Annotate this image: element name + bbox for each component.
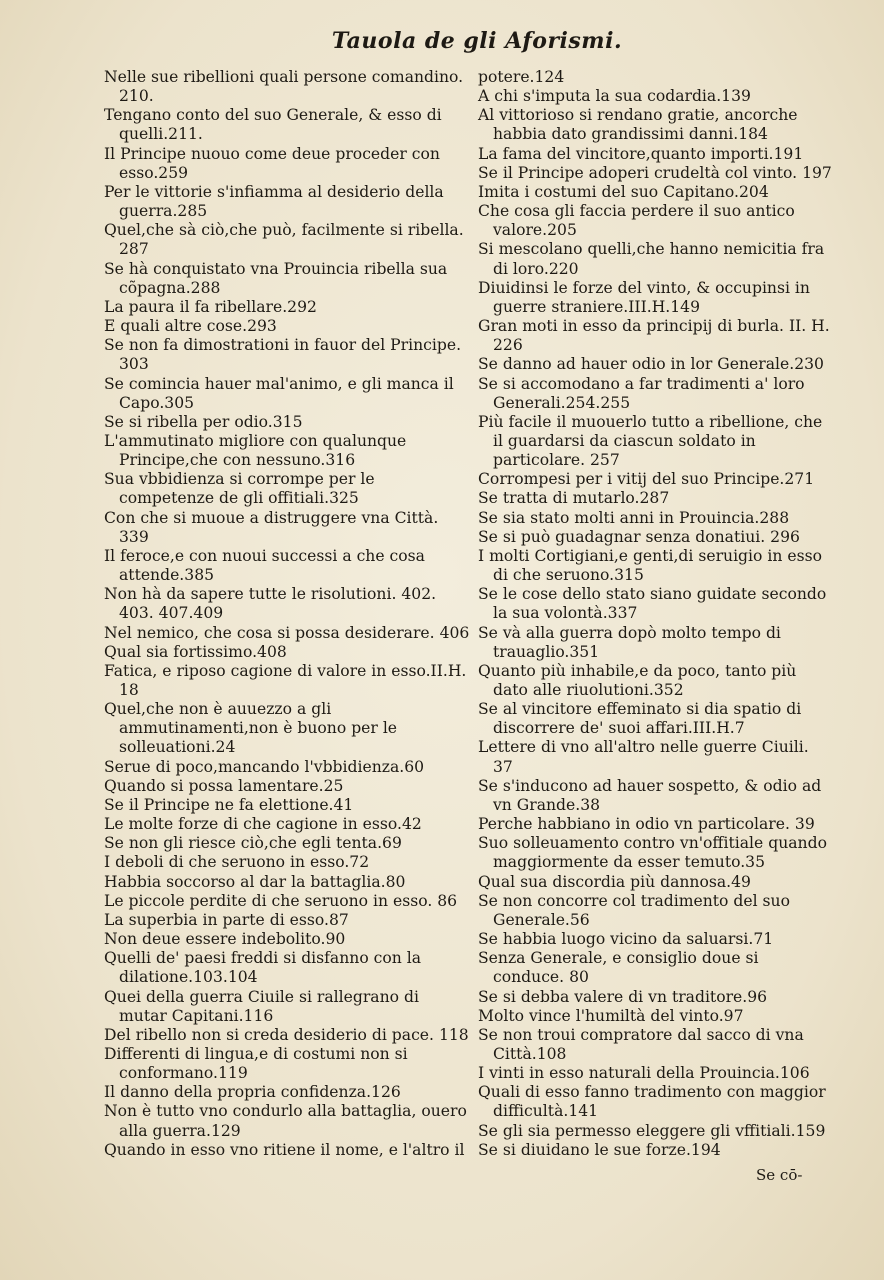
index-entry: Le piccole perdite di che seruono in esso. 86 [104,891,458,910]
index-entry: Se habbia luogo vicino da saluarsi.71 [478,930,774,949]
index-entry: Se comincia hauer mal'animo, e gli manca il Capo.305 [104,374,459,412]
index-entry: Non deue essere indebolito.90 [104,930,346,949]
index-entry: Quei della guerra Ciuile si rallegrano di mutar Capitani.116 [104,987,424,1025]
index-entry: Lettere di vno all'altro nelle guerre Ciuili. 37 [478,738,814,776]
index-entry: Corrompesi per i vitij del suo Principe.271 [478,470,815,489]
index-entry: Se và alla guerra dopò molto tempo di trauaglio.351 [478,623,786,661]
index-entry: Qual sua discordia più dannosa.49 [478,872,751,891]
index-entry: Quando in esso vno ritiene il nome, e l'altro il [104,1140,465,1159]
index-entry: Quanto più inhabile,e da poco, tanto più dato alle riuolutioni.352 [478,661,802,699]
index-entry: Non è tutto vno condurlo alla battaglia, ouero alla guerra.129 [104,1102,472,1140]
index-entry: Se danno ad hauer odio in lor Generale.230 [478,355,824,374]
index-entry: Se si ribella per odio.315 [104,412,303,431]
index-entry: Se al vincitore effeminato si dia spatio di discorrere de' suoi affari.III.H.7 [478,700,807,738]
index-entry: Quali di esso fanno tradimento con maggior difficultà.141 [478,1083,831,1121]
index-entry: Con che si muoue a distruggere vna Città. 339 [104,508,444,546]
index-entry: Qual sia fortissimo.408 [104,642,287,661]
index-entry: Si mescolano quelli,che hanno nemicitia fra di loro.220 [478,240,830,278]
index-entry: Le molte forze di che cagione in esso.42 [104,815,422,834]
index-entry: Se non concorre col tradimento del suo Generale.56 [478,891,795,929]
index-entry: Quando si possa lamentare.25 [104,776,344,795]
index-entry: Se sia stato molti anni in Prouincia.288 [478,508,790,527]
index-entry: Se si accomodano a far tradimenti a' loro Generali.254.255 [478,374,810,412]
index-entry: Se gli sia permesso eleggere gli vffitiali.159 [478,1121,826,1140]
index-entry: Se il Principe adoperi crudeltà col vinto. 197 [478,163,832,182]
index-entry: Fatica, e riposo cagione di valore in esso.II.H. 18 [104,661,472,699]
index-entry: Molto vince l'humiltà del vinto.97 [478,1006,744,1025]
index-entry: La superbia in parte di esso.87 [104,910,349,929]
index-entry: La paura il fa ribellare.292 [104,297,317,316]
index-entry: Se il Principe ne fa elettione.41 [104,795,354,814]
index-entry: Se s'inducono ad hauer sospetto, & odio ad vn Grande.38 [478,776,827,814]
index-entry: Al vittorioso si rendano gratie, ancorche habbia dato grandissimi danni.184 [478,106,803,144]
index-entry: Se tratta di mutarlo.287 [478,489,670,508]
index-entry: Se hà conquistato vna Prouincia ribella sua cõpagna.288 [104,259,453,297]
index-entry: Nelle sue ribellioni quali persone comandino. 210. [104,68,469,106]
index-entry: I molti Cortigiani,e genti,di seruigio in esso di che seruono.315 [478,546,827,585]
index-entry: A chi s'imputa la sua codardia.139 [478,87,751,106]
page-header: Tauola de gli Aforismi. [331,28,623,54]
index-entry: Se si diuidano le sue forze.194 [478,1140,721,1159]
index-entry: Senza Generale, e consiglio doue si conduce. 80 [478,949,764,987]
index-entry: Non hà da sapere tutte le risolutioni. 402. 403. 407.409 [104,585,442,623]
index-entry: Nel nemico, che cosa si possa desiderare. 406 [104,623,470,642]
index-entry: Differenti di lingua,e di costumi non si conformano.119 [104,1044,413,1083]
catchword: Se cō- [756,1166,803,1184]
index-entry: Il Principe nuouo come deue proceder con esso.259 [104,144,445,182]
index-entry: Il feroce,e con nuoui successi a che cosa attende.385 [104,546,430,585]
index-entry: E quali altre cose.293 [104,317,277,336]
index-entry: Se non fa dimostrationi in fauor del Principe. 303 [104,336,467,374]
index-entry: Che cosa gli faccia perdere il suo antico valore.205 [478,202,800,240]
index-entry: I vinti in esso naturali della Prouincia.106 [478,1064,810,1083]
right-column [478,68,835,1160]
index-entry: Se le cose dello stato siano guidate secondo la sua volontà.337 [478,585,832,623]
index-entry: Quel,che sà ciò,che può, facilmente si ribella. 287 [104,221,469,259]
index-entry: L'ammutinato migliore con qualunque Principe,che con nessuno.316 [104,431,412,470]
left-column [104,68,470,1160]
index-entry: Del ribello non si creda desiderio di pace. 118 [104,1025,469,1044]
index-entry: Per le vittorie s'infiamma al desiderio della guerra.285 [104,182,449,221]
index-entry: Suo solleuamento contro vn'offitiale quando maggiormente da esser temuto.35 [478,834,832,872]
index-entry: Habbia soccorso al dar la battaglia.80 [104,872,406,891]
index-entry: Diuidinsi le forze del vinto, & occupinsi in guerre straniere.III.H.149 [478,278,815,316]
index-entry: Se non gli riesce ciò,che egli tenta.69 [104,834,402,853]
index-entry: Gran moti in esso da principij di burla. II. H. 226 [478,317,835,355]
index-entry: Quelli de' paesi freddi si disfanno con la dilatione.103.104 [104,949,427,987]
index-entry: I deboli di che seruono in esso.72 [104,853,370,872]
index-entry: potere.124 [478,68,565,86]
index-entry: Se non troui compratore dal sacco di vna Città.108 [478,1025,809,1063]
index-entry: Se si debba valere di vn traditore.96 [478,987,768,1006]
index-entry: Perche habbiano in odio vn particolare. 39 [478,815,815,834]
index-entry: Quel,che non è auuezzo a gli ammutinamenti,non è buono per le solleuationi.24 [104,700,402,757]
index-entry: La fama del vincitore,quanto importi.191 [478,144,804,163]
index-entry: Tengano conto del suo Generale, & esso di quelli.211. [104,106,447,144]
index-entry: Se si può guadagnar senza donatiui. 296 [478,527,800,546]
index-entry: Serue di poco,mancando l'vbbidienza.60 [104,757,425,776]
index-entry: Sua vbbidienza si corrompe per le competenze de gli offitiali.325 [104,470,380,508]
index-entry: Più facile il muouerlo tutto a ribellione, che il guardarsi da ciascun soldato in particolare. 257 [478,412,828,470]
index-entry: Il danno della propria confidenza.126 [104,1083,401,1102]
index-entry: Imita i costumi del suo Capitano.204 [478,182,769,201]
